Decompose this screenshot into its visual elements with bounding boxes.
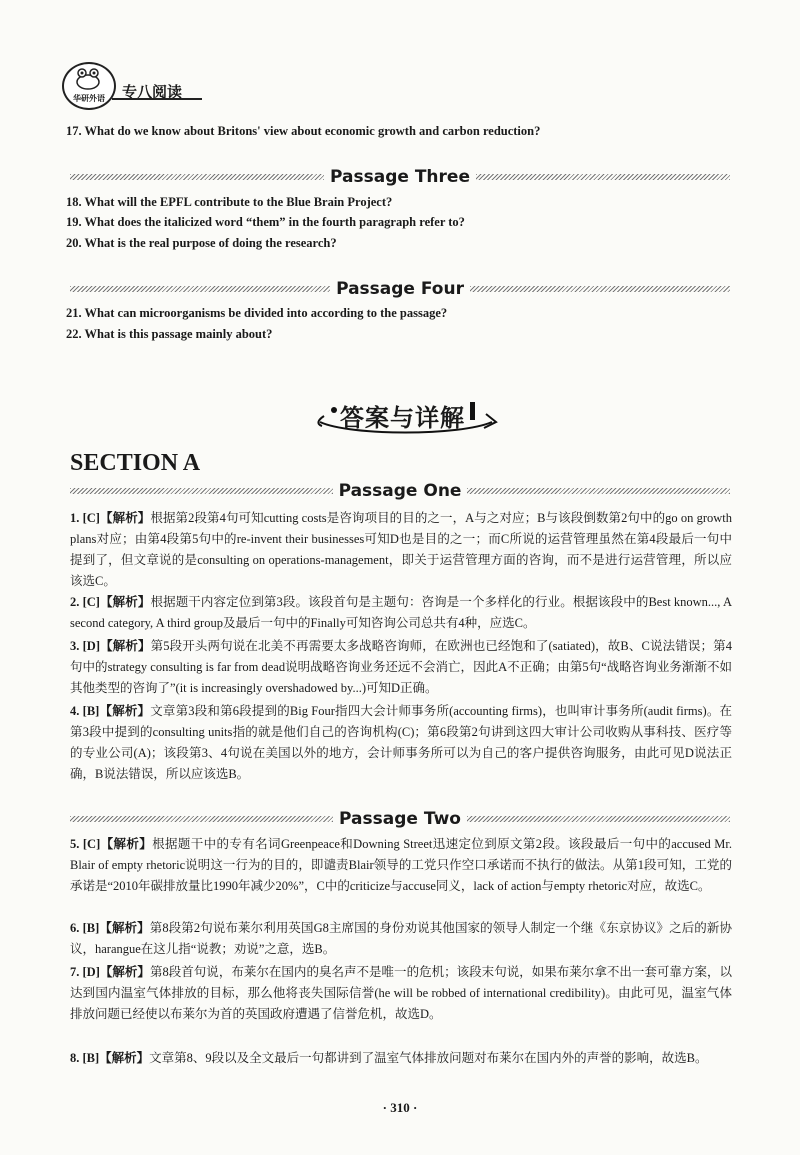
publisher-logo bbox=[62, 62, 116, 110]
answers-banner bbox=[310, 392, 500, 438]
answer-5: 5. [C]【解析】根据题干中的专有名词Greenpeace和Downing Street迅速定位到原文第2段。该段最后一句中的accused Mr. Blair of empty rhetoric说明这一行为的目的，即谴责Blair领导的工党只作空口承诺而不执行的做法。从第1段可知，工党的承诺是“2010年碳排放量比1990年减少20%”，C中的criticize与accuse同义，lack of action与empty rhetoric对应，故选C。 bbox=[70, 837, 732, 893]
header-title: 专八阅读 bbox=[122, 82, 183, 101]
passage-two-header bbox=[70, 809, 730, 829]
answer-8: 8. [B]【解析】文章第8、9段以及全文最后一句都讲到了温室气体排放问题对布莱尔在国内外的声誉的影响，故选B。 bbox=[70, 1051, 708, 1065]
answer-3: 3. [D]【解析】第5段开头两句说在北美不再需要太多战略咨询师，在欧洲也已经饱和了(satiated)，故B、C说法错误；第4句中的strategy consulting is far from dead说明战略咨询业务还远不会消亡，因此A不正确；由第5句“战略咨询业务渐渐不如其他类型的咨询了”(it is increasingly overshadowed by...)可知D正确。 bbox=[70, 639, 732, 695]
logo-text: 华研外语 bbox=[73, 94, 105, 103]
answer-2: 2. [C]【解析】根据题干内容定位到第3段。该段首句是主题句：咨询是一个多样化的行业。根据该段中的Best known..., A second category, A third group及最后一句中的Finally可知咨询公司总共有4种，应选C。 bbox=[70, 595, 732, 630]
question-19: 19. What does the italicized word “them” in the fourth paragraph refer to? bbox=[66, 215, 465, 229]
answer-7: 7. [D]【解析】第8段首句说，布莱尔在国内的臭名声不是唯一的危机；该段末句说，如果布莱尔拿不出一套可靠方案，以达到国内温室气体排放的目标，那么他将丧失国际信誉(he will be robbed of international credibility)。由此可见，温室气体排放问题已经使以布莱尔为首的英国政府遭遇了信誉危机，故选D。 bbox=[70, 965, 732, 1021]
passage-three-title: Passage Three bbox=[330, 167, 470, 187]
section-title: SECTION A bbox=[70, 450, 201, 476]
banner-text: 答案与详解 bbox=[340, 404, 465, 432]
header-rule bbox=[112, 98, 202, 100]
page-header bbox=[62, 62, 182, 110]
question-17: 17. What do we know about Britons' view about economic growth and carbon reduction? bbox=[66, 124, 541, 138]
passage-three-header bbox=[70, 167, 730, 187]
passage-one-header bbox=[70, 481, 730, 501]
page-number: · 310 · bbox=[382, 1100, 418, 1115]
answer-6: 6. [B]【解析】第8段第2句说布莱尔利用英国G8主席国的身份劝说其他国家的领导人制定一个继《东京协议》之后的新协议，harangue在这儿指“说教；劝说”之意，选B。 bbox=[70, 921, 732, 956]
passage-one-title: Passage One bbox=[338, 481, 462, 501]
frog-icon bbox=[74, 68, 102, 90]
question-21: 21. What can microorganisms be divided into according to the passage? bbox=[66, 306, 448, 320]
answer-1: 1. [C]【解析】根据第2段第4句可知cutting costs是咨询项目的目的之一，A与之对应；B与该段倒数第2句中的go on growth plans对应；由第4段第5句中的re-invent their businesses可知D也是目的之一；而C所说的运营管理虽然在第4段最后一句中提到了，但文章说的是consulting on operations-management，即关于运营管理方面的咨询，而不是进行运营管理，所以应该选C。 bbox=[70, 511, 732, 588]
passage-four-title: Passage Four bbox=[336, 279, 464, 299]
passage-two-title: Passage Two bbox=[339, 809, 461, 829]
passage-four-header bbox=[70, 279, 730, 299]
question-20: 20. What is the real purpose of doing the research? bbox=[66, 236, 337, 250]
question-22: 22. What is this passage mainly about? bbox=[66, 327, 273, 341]
question-18: 18. What will the EPFL contribute to the Blue Brain Project? bbox=[66, 195, 393, 209]
answer-4: 4. [B]【解析】文章第3段和第6段提到的Big Four指四大会计师事务所(accounting firms)，也叫审计事务所(audit firms)。在第3段中提到的consulting units指的就是他们自己的咨询机构(C)；第6段第2句讲到这四大审计公司收购从事科技、医疗等的专业公司(A)；该段第3、4句说在美国以外的地方，会计师事务所可以为自己的客户提供咨询服务，由此可见D说法正确，B说法错误，所以应该选B。 bbox=[70, 704, 732, 781]
